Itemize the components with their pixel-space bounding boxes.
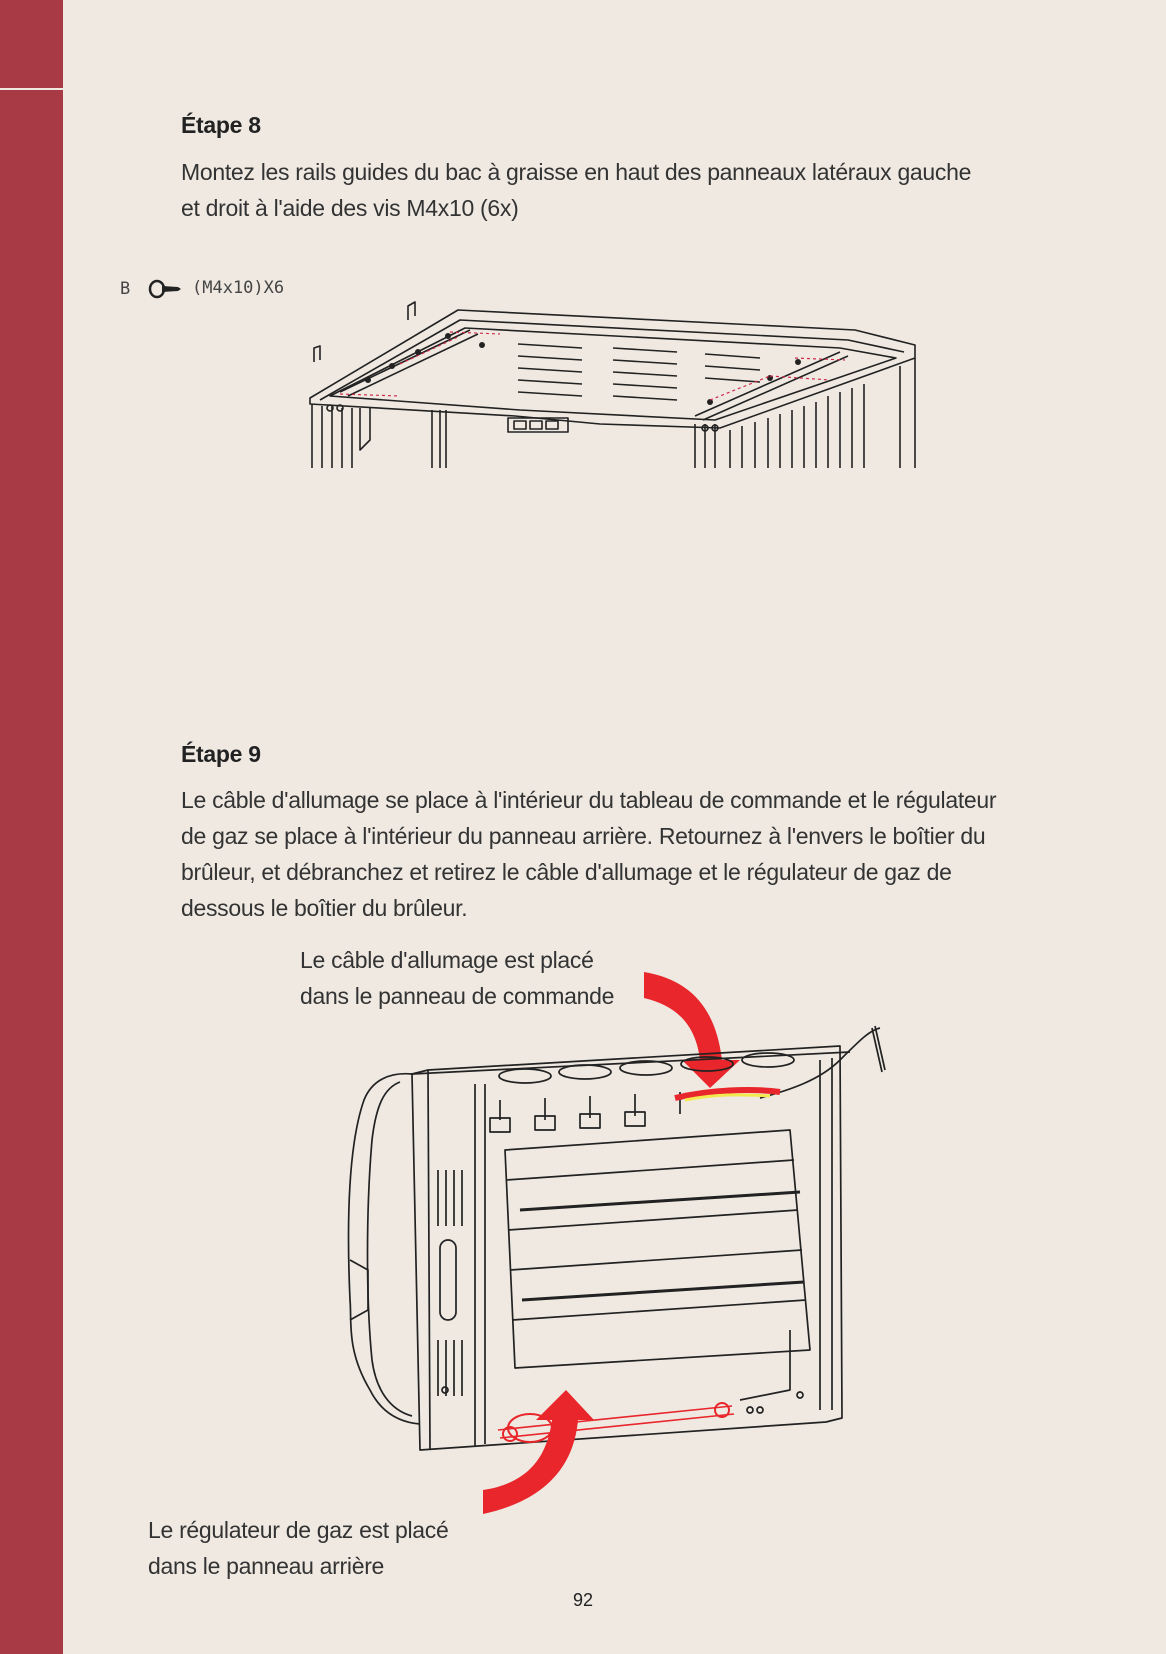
- arrow-up-icon: [483, 1390, 594, 1514]
- step-9-text-line-4: dessous le boîtier du brûleur.: [181, 895, 468, 921]
- screw-icon: [148, 279, 182, 299]
- step-9-text-line-2: de gaz se place à l'intérieur du panneau arrière. Retournez à l'envers le boîtier du: [181, 823, 986, 849]
- part-letter: B: [120, 279, 131, 299]
- step-8-heading: Étape 8: [181, 112, 261, 138]
- page-number: 92: [572, 1590, 594, 1610]
- burner-box-drawing: [320, 970, 910, 1520]
- step-8-text-line-2: et droit à l'aide des vis M4x10 (6x): [181, 195, 519, 221]
- step-9-text-line-3: brûleur, et débranchez et retirez le câble d'allumage et le régulateur de gaz de: [181, 859, 952, 885]
- step-8-text-line-1: Montez les rails guides du bac à graisse en haut des panneaux latéraux gauche: [181, 159, 972, 185]
- callout-bottom-line-1: Le régulateur de gaz est placé: [148, 1517, 449, 1543]
- grease-tray-rails-drawing: [300, 300, 920, 468]
- step-9-heading: Étape 9: [181, 741, 261, 767]
- callout-bottom-line-2: dans le panneau arrière: [148, 1553, 385, 1579]
- callout-top-line-2: dans le panneau de commande: [300, 983, 615, 1009]
- screw-spec-label: (M4x10)X6: [192, 278, 285, 298]
- callout-top-line-1: Le câble d'allumage est placé: [300, 947, 594, 973]
- step-9-text-line-1: Le câble d'allumage se place à l'intérieur du tableau de commande et le régulateur: [181, 787, 997, 813]
- side-bar-divider: [0, 88, 63, 90]
- arrow-down-icon: [644, 972, 740, 1088]
- accent-side-bar: [0, 0, 63, 1654]
